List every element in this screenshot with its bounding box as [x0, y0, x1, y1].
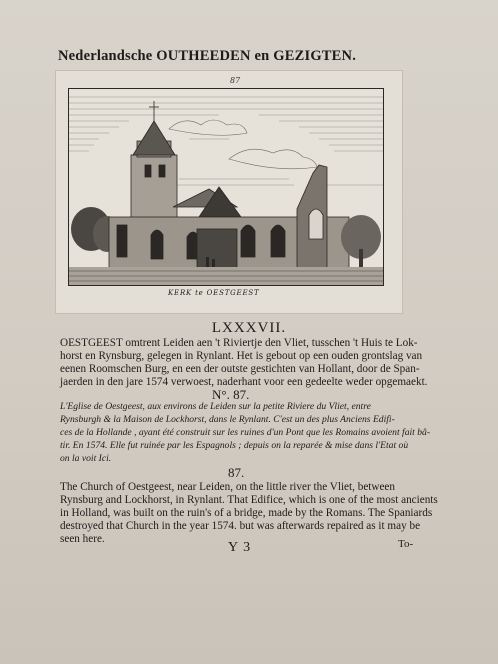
- french-description: [60, 400, 430, 465]
- english-section-number: 87.: [228, 465, 245, 480]
- french-section-number: N°. 87.: [212, 387, 250, 402]
- plate-number: 87: [230, 76, 241, 85]
- french-line: tir. En 1574. Elle fut ruinée par les Espagnols ; depuis on la reparée & mise dans l'Etat où: [60, 440, 409, 451]
- english-line: in Holland, was built on the ruin's of a bridge, made by the Romans. The Spaniards: [60, 507, 433, 519]
- clouds: [169, 120, 317, 169]
- english-description: [60, 481, 438, 546]
- plate-caption: KERK te OESTGEEST: [168, 289, 260, 297]
- french-line: Rynsburgh & la Maison de Lockhorst, dans le Rynlant. C'est un des plus Anciens Edifi-: [60, 414, 395, 425]
- sky-hatching: [69, 97, 383, 185]
- english-line: seen here.: [60, 533, 105, 545]
- dutch-line: horst en Rynsburg, gelegen in Rynlant. Het is gebout op een ouden grontslag van: [60, 350, 423, 362]
- english-line: Rynsburg and Lockhorst, in Rynlant. That Edifice, which is one of the most ancients: [60, 494, 438, 506]
- french-line: L'Eglise de Oestgeest, aux environs de Leiden sur la petite Riviere du Vliet, entre: [60, 401, 371, 412]
- french-line: ces de la Hollande , ayant été construit sur les ruines d'un Pont que les Romains avoient fait bâ-: [60, 427, 431, 438]
- page-header-title: Nederlandsche OUTHEEDEN en GEZIGTEN.: [58, 48, 357, 64]
- english-line: The Church of Oestgeest, near Leiden, on the little river the Vliet, between: [60, 481, 395, 493]
- section-roman-numeral: LXXXVII.: [211, 320, 287, 336]
- catchword: To-: [398, 538, 414, 550]
- church-engraving: [68, 88, 384, 286]
- dutch-description: [60, 337, 430, 389]
- dutch-line: eenen Roomschen Burg, en een der outste gestichten van Hollant, door de Span-: [60, 363, 420, 375]
- church-tower: [131, 101, 177, 233]
- signature-mark: Y 3: [228, 540, 252, 555]
- french-line: on la voit Ici.: [60, 453, 112, 464]
- dutch-line: OESTGEEST omtrent Leiden aen 't Riviertje den Vliet, tusschen 't Huis te Lok-: [60, 337, 418, 349]
- ground: [69, 267, 383, 285]
- english-line: destroyed that Church in the year 1574. but was afterwards repaired as it may be: [60, 520, 421, 532]
- dutch-line: jaerden in den jare 1574 verwoest, naderhant voor een gedeelte weder opgemaekt.: [60, 376, 428, 388]
- ruined-gable: [297, 165, 327, 269]
